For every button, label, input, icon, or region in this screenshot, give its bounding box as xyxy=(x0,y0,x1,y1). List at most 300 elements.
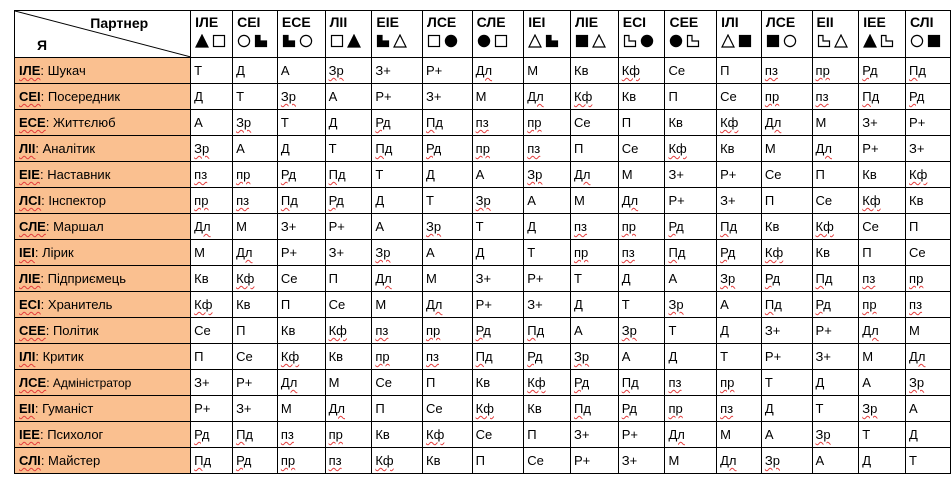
relation-cell xyxy=(761,266,812,292)
relation-cell xyxy=(761,240,812,266)
relation-code: Се xyxy=(815,193,833,208)
relation-code: Кф xyxy=(375,453,394,468)
relation-cell xyxy=(665,240,717,266)
relation-code: А xyxy=(328,89,338,104)
row-type-name: : Посередник xyxy=(40,89,121,104)
column-header xyxy=(325,11,372,58)
relation-code: Кв xyxy=(668,115,683,130)
table-row xyxy=(15,162,951,188)
relation-cell xyxy=(191,292,233,318)
row-type-name: : Психолог xyxy=(39,427,104,442)
relation-cell xyxy=(233,422,278,448)
relation-code: П xyxy=(475,453,485,468)
relation-code: Дл xyxy=(621,193,639,208)
relation-cell xyxy=(524,58,571,84)
relation-code: Д xyxy=(815,375,825,390)
relation-cell xyxy=(472,396,524,422)
relation-cell xyxy=(372,58,423,84)
row-type-code: ЛСІ xyxy=(19,193,42,208)
table-row xyxy=(15,448,951,474)
relation-code: Д xyxy=(574,297,583,312)
row-type-name: : Хранитель xyxy=(40,297,113,312)
relation-code: Зр xyxy=(280,89,296,104)
relation-cell xyxy=(472,84,524,110)
header-row xyxy=(15,11,951,58)
relation-code: Дл xyxy=(236,245,253,260)
relation-cell xyxy=(859,422,906,448)
relation-cell xyxy=(233,292,278,318)
relation-cell xyxy=(665,84,717,110)
relation-code: Се xyxy=(862,219,879,234)
relation-cell xyxy=(571,318,619,344)
relation-code: Зр xyxy=(668,297,684,312)
row-type-code: СЕІ xyxy=(19,89,41,104)
relation-cell xyxy=(906,292,951,318)
relation-cell xyxy=(665,110,717,136)
column-type-code: ІЕЕ xyxy=(863,14,886,30)
type-symbols-icon xyxy=(237,34,277,48)
relation-code: Рд xyxy=(862,63,878,78)
relation-code: Дл xyxy=(194,219,211,234)
relation-cell xyxy=(906,266,951,292)
relation-cell xyxy=(524,110,571,136)
table-row xyxy=(15,84,951,110)
column-header xyxy=(665,11,717,58)
column-header xyxy=(472,11,524,58)
relation-code: Пд xyxy=(236,427,254,442)
relation-code: Д xyxy=(426,167,435,182)
relation-cell xyxy=(812,448,859,474)
relation-code: М xyxy=(236,219,247,234)
relation-code: М xyxy=(426,271,437,286)
relation-code: А xyxy=(375,219,385,234)
relation-cell xyxy=(761,188,812,214)
relation-cell xyxy=(906,58,951,84)
relation-cell xyxy=(325,266,372,292)
relation-cell xyxy=(859,240,906,266)
relation-cell xyxy=(859,136,906,162)
relation-cell xyxy=(906,240,951,266)
column-type-code: СЕІ xyxy=(237,14,261,30)
relation-code: Пд xyxy=(475,349,493,364)
relation-cell xyxy=(571,110,619,136)
relation-cell xyxy=(571,370,619,396)
row-type-name: : Наставник xyxy=(39,167,111,182)
relation-code: Зр xyxy=(328,63,344,78)
relation-cell xyxy=(524,396,571,422)
relation-code: Д xyxy=(668,349,678,364)
relation-cell xyxy=(859,266,906,292)
row-type-code: ІЛЕ xyxy=(19,63,41,78)
relation-cell xyxy=(761,292,812,318)
relation-cell xyxy=(372,292,423,318)
relation-cell xyxy=(761,396,812,422)
relation-code: Рд xyxy=(764,271,781,286)
relation-code: Кв xyxy=(236,297,251,312)
row-header xyxy=(15,422,191,448)
relation-code: пр xyxy=(720,375,735,390)
relation-code: Зр xyxy=(720,271,736,286)
relation-code: Се xyxy=(527,453,544,468)
relation-code: А xyxy=(862,375,871,390)
relation-code: Рд xyxy=(475,323,491,338)
column-header xyxy=(618,11,665,58)
table-row xyxy=(15,240,951,266)
row-type-name: : Підприємець xyxy=(40,271,126,286)
relation-code: Р+ xyxy=(475,297,492,312)
relation-cell xyxy=(423,396,473,422)
relation-code: Д xyxy=(909,427,918,442)
relation-code: Р+ xyxy=(720,167,737,182)
relation-cell xyxy=(761,136,812,162)
relation-cell xyxy=(717,292,762,318)
column-type-code: ЕІЕ xyxy=(376,14,399,30)
relation-cell xyxy=(325,188,372,214)
relation-cell xyxy=(325,58,372,84)
row-type-name: : Маршал xyxy=(45,219,104,234)
relation-code: А xyxy=(280,63,290,78)
relation-code: Се xyxy=(475,427,493,442)
relation-code: Зр xyxy=(194,141,210,156)
relation-cell xyxy=(372,396,423,422)
column-type-code: СЛІ xyxy=(910,14,934,30)
relation-cell xyxy=(906,84,951,110)
relation-cell xyxy=(665,422,717,448)
relation-cell xyxy=(618,344,665,370)
relation-cell xyxy=(325,162,372,188)
relation-cell xyxy=(761,422,812,448)
relation-cell xyxy=(472,162,524,188)
relation-cell xyxy=(665,136,717,162)
relation-cell xyxy=(191,266,233,292)
relation-code: Р+ xyxy=(815,323,832,338)
relation-code: пр xyxy=(280,453,296,468)
relation-cell xyxy=(906,396,951,422)
relation-cell xyxy=(761,344,812,370)
relation-cell xyxy=(859,370,906,396)
relation-code: П xyxy=(720,63,730,78)
relation-code: П xyxy=(574,141,584,156)
relation-cell xyxy=(812,344,859,370)
relation-cell xyxy=(761,58,812,84)
relation-code: пр xyxy=(815,63,830,78)
relation-code: Р+ xyxy=(574,453,591,468)
relation-code: Кф xyxy=(668,141,687,156)
relation-cell xyxy=(325,84,372,110)
corner-header-cell xyxy=(15,11,191,58)
relation-code: Се xyxy=(668,63,686,78)
relation-code: Кф xyxy=(426,427,445,442)
row-type-name: : Майстер xyxy=(40,453,101,468)
relation-cell xyxy=(524,162,571,188)
relation-code: П xyxy=(328,271,338,286)
relation-cell xyxy=(325,214,372,240)
column-type-code: ЕСЕ xyxy=(281,14,311,30)
relation-cell xyxy=(717,318,762,344)
relation-cell xyxy=(372,214,423,240)
table-row xyxy=(15,58,951,84)
column-header xyxy=(761,11,812,58)
table-row xyxy=(15,214,951,240)
relation-code: Зр xyxy=(475,193,491,208)
relation-code: Т xyxy=(280,115,289,130)
relation-cell xyxy=(472,240,524,266)
relation-code: пр xyxy=(194,193,209,208)
relation-code: М xyxy=(527,63,539,78)
relation-code: М xyxy=(328,375,340,390)
row-type-name: : Лірик xyxy=(34,245,74,260)
relation-code: Пд xyxy=(862,89,880,104)
relation-cell xyxy=(571,344,619,370)
relation-cell xyxy=(618,110,665,136)
column-header xyxy=(233,11,278,58)
row-header xyxy=(15,266,191,292)
relation-cell xyxy=(191,84,233,110)
relation-cell xyxy=(191,422,233,448)
relation-code: Зр xyxy=(527,167,543,182)
relation-cell xyxy=(524,344,571,370)
relation-cell xyxy=(191,136,233,162)
relation-code: З+ xyxy=(909,141,925,156)
relation-code: А xyxy=(527,193,536,208)
relation-code: П xyxy=(375,401,385,416)
relation-code: Пд xyxy=(375,141,393,156)
relation-cell xyxy=(571,448,619,474)
relation-code: Т xyxy=(426,193,434,208)
relation-cell xyxy=(618,370,665,396)
relation-code: Кв xyxy=(280,323,296,338)
relation-code: Кф xyxy=(815,219,834,234)
column-type-code: СЕЕ xyxy=(669,14,699,30)
relation-code: пз xyxy=(862,271,876,286)
column-type-code: СЛЕ xyxy=(476,14,506,30)
relation-cell xyxy=(812,422,859,448)
row-header xyxy=(15,240,191,266)
relation-cell xyxy=(524,136,571,162)
relation-code: пр xyxy=(236,167,251,182)
relation-code: З+ xyxy=(280,219,297,234)
relation-code: П xyxy=(862,245,872,260)
relation-code: Се xyxy=(621,141,639,156)
relation-cell xyxy=(472,422,524,448)
relation-code: Т xyxy=(764,375,773,390)
relation-cell xyxy=(277,370,325,396)
relation-cell xyxy=(859,396,906,422)
relation-code: П xyxy=(621,115,632,130)
relation-code: пз xyxy=(236,193,250,208)
relation-cell xyxy=(372,448,423,474)
relation-code: Дл xyxy=(815,141,832,156)
relation-cell xyxy=(812,266,859,292)
relation-cell xyxy=(277,292,325,318)
relation-code: М xyxy=(909,323,920,338)
relation-cell xyxy=(423,214,473,240)
row-type-name: : Гуманіст xyxy=(34,401,94,416)
relation-cell xyxy=(665,318,717,344)
relation-cell xyxy=(472,188,524,214)
relation-code: Т xyxy=(862,427,871,442)
row-header xyxy=(15,214,191,240)
relation-code: А xyxy=(764,427,774,442)
relation-cell xyxy=(761,84,812,110)
relation-code: Пд xyxy=(280,193,298,208)
row-header xyxy=(15,292,191,318)
row-type-name: : Аналітик xyxy=(35,141,96,156)
column-header xyxy=(372,11,423,58)
relation-cell xyxy=(191,240,233,266)
relation-cell xyxy=(472,266,524,292)
relation-code: М xyxy=(280,401,292,416)
column-header xyxy=(906,11,951,58)
relation-code: Кф xyxy=(194,297,213,312)
relation-cell xyxy=(906,422,951,448)
relation-code: Се xyxy=(574,115,591,130)
relation-cell xyxy=(665,292,717,318)
relation-code: Д xyxy=(280,141,290,156)
relation-cell xyxy=(277,396,325,422)
relation-code: Рд xyxy=(194,427,210,442)
relation-code: А xyxy=(194,115,203,130)
relation-cell xyxy=(472,318,524,344)
relation-cell xyxy=(761,318,812,344)
relation-cell xyxy=(372,344,423,370)
column-header xyxy=(423,11,473,58)
relation-cell xyxy=(277,136,325,162)
relation-code: З+ xyxy=(574,427,590,442)
table-row xyxy=(15,344,951,370)
row-header xyxy=(15,162,191,188)
relation-cell xyxy=(524,188,571,214)
relation-cell xyxy=(277,110,325,136)
relation-code: Рд xyxy=(280,167,297,182)
relation-code: Р+ xyxy=(426,63,443,78)
relation-code: пр xyxy=(621,219,637,234)
relation-cell xyxy=(717,266,762,292)
relation-code: А xyxy=(475,167,485,182)
relation-code: Се xyxy=(194,323,211,338)
column-header xyxy=(571,11,619,58)
relation-cell xyxy=(233,266,278,292)
relation-code: М xyxy=(194,245,206,260)
row-type-code: СЛЕ xyxy=(19,219,46,234)
relation-cell xyxy=(618,136,665,162)
table-row xyxy=(15,318,951,344)
relation-code: пз xyxy=(621,245,635,260)
relation-cell xyxy=(618,422,665,448)
relation-code: Пд xyxy=(194,453,212,468)
type-symbols-icon xyxy=(528,34,570,48)
relation-cell xyxy=(859,84,906,110)
relation-cell xyxy=(859,110,906,136)
relation-code: Р+ xyxy=(194,401,211,416)
relation-cell xyxy=(717,344,762,370)
relation-code: Т xyxy=(574,271,582,286)
relation-code: Т xyxy=(621,297,630,312)
relation-cell xyxy=(717,110,762,136)
relation-code: Зр xyxy=(862,401,878,416)
relation-code: Кв xyxy=(574,63,589,78)
relation-cell xyxy=(423,110,473,136)
type-symbols-icon xyxy=(863,34,905,48)
relation-code: Р+ xyxy=(236,375,253,390)
relation-code: пр xyxy=(375,349,390,364)
relation-cell xyxy=(571,396,619,422)
relation-cell xyxy=(906,448,951,474)
relation-cell xyxy=(906,162,951,188)
relation-code: Зр xyxy=(621,323,637,338)
relation-code: Дл xyxy=(475,63,493,78)
relation-code: пр xyxy=(909,271,924,286)
column-header xyxy=(277,11,325,58)
relation-cell xyxy=(761,110,812,136)
relation-cell xyxy=(423,318,473,344)
relation-cell xyxy=(325,110,372,136)
relation-code: Рд xyxy=(527,349,543,364)
relation-code: Се xyxy=(720,89,737,104)
relation-cell xyxy=(618,188,665,214)
column-type-code: ЛСЕ xyxy=(427,14,457,30)
relation-cell xyxy=(524,370,571,396)
relation-code: А xyxy=(668,271,678,286)
relation-code: А xyxy=(574,323,583,338)
relation-cell xyxy=(233,162,278,188)
relation-cell xyxy=(191,370,233,396)
relation-cell xyxy=(761,214,812,240)
relation-code: З+ xyxy=(720,193,736,208)
table-row xyxy=(15,136,951,162)
row-type-code: ЛІЕ xyxy=(19,271,41,286)
relation-code: Д xyxy=(527,219,537,234)
row-header xyxy=(15,318,191,344)
relation-code: Зр xyxy=(815,427,831,442)
relation-cell xyxy=(191,318,233,344)
relation-cell xyxy=(717,188,762,214)
relation-cell xyxy=(325,344,372,370)
relation-code: пз xyxy=(375,323,389,338)
relation-code: Т xyxy=(527,245,536,260)
relation-cell xyxy=(812,110,859,136)
relation-cell xyxy=(717,240,762,266)
relation-cell xyxy=(665,448,717,474)
relation-code: пр xyxy=(328,427,343,442)
row-header xyxy=(15,396,191,422)
relation-code: Пд xyxy=(764,297,782,312)
relation-cell xyxy=(618,58,665,84)
relation-cell xyxy=(524,214,571,240)
type-symbols-icon xyxy=(477,34,524,48)
relation-code: Рд xyxy=(720,245,736,260)
relation-cell xyxy=(717,84,762,110)
relation-cell xyxy=(277,266,325,292)
self-axis-label: Я xyxy=(37,37,48,53)
relation-cell xyxy=(472,292,524,318)
type-symbols-icon xyxy=(721,34,761,48)
row-type-code: ЕІІ xyxy=(19,401,35,416)
relation-cell xyxy=(372,240,423,266)
relation-code: Пд xyxy=(668,245,686,260)
relation-cell xyxy=(472,214,524,240)
relation-code: Пд xyxy=(720,219,738,234)
relation-cell xyxy=(717,448,762,474)
relation-cell xyxy=(717,422,762,448)
relation-cell xyxy=(812,84,859,110)
row-type-name: : Критик xyxy=(35,349,84,364)
relation-code: Р+ xyxy=(668,193,685,208)
relation-code: Кв xyxy=(909,193,924,208)
relation-code: Кф xyxy=(862,193,881,208)
table-row xyxy=(15,292,951,318)
relation-code: Р+ xyxy=(328,219,345,234)
